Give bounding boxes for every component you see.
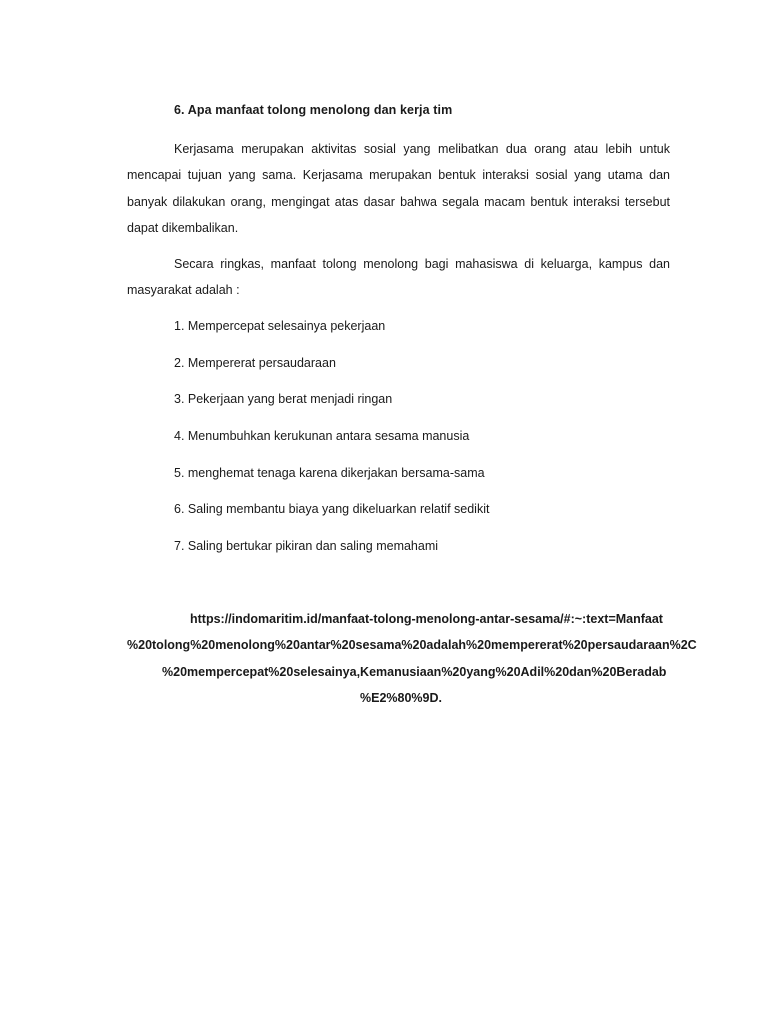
question-heading: [174, 103, 452, 117]
reference-line: %20mempercepat%20selesainya,Kemanusiaan%20yang%20Adil%20dan%20Beradab: [162, 664, 667, 679]
list-item: 7. Saling bertukar pikiran dan saling memahami: [174, 539, 439, 554]
reference-url[interactable]: [127, 606, 697, 711]
list-item: 6. Saling membantu biaya yang dikeluarkan relatif sedikit: [174, 502, 490, 517]
list-item: 1. Mempercepat selesainya pekerjaan: [174, 319, 386, 333]
question-number: 6.: [174, 103, 185, 117]
paragraph-ringkasan: Secara ringkas, manfaat tolong menolong bagi mahasiswa di keluarga, kampus dan masyarakat adalah :: [127, 257, 670, 298]
list-item: 2. Mempererat persaudaraan: [174, 355, 336, 370]
list-item: 5. menghemat tenaga karena dikerjakan bersama-sama: [174, 465, 485, 480]
question-text: Apa manfaat tolong menolong dan kerja tim: [187, 103, 453, 117]
reference-line: %20tolong%20menolong%20antar%20sesama%20adalah%20mempererat%20persaudaraan%2C: [127, 638, 697, 653]
list-item: 4. Menumbuhkan kerukunan antara sesama manusia: [174, 429, 470, 444]
benefits-list: [174, 316, 489, 573]
list-item: 3. Pekerjaan yang berat menjadi ringan: [174, 392, 393, 407]
paragraph-kerjasama: Kerjasama merupakan aktivitas sosial yang melibatkan dua orang atau lebih untuk mencapai tujuan yang sama. Kerjasama merupakan bentuk interaksi sosial yang utama dan banyak dilakukan orang, mengingat atas dasar bahwa segala macam bentuk interaksi tersebut dapat dikembalikan.: [127, 142, 670, 235]
reference-line: %E2%80%9D.: [360, 690, 442, 705]
reference-line: https://indomaritim.id/manfaat-tolong-menolong-antar-sesama/#:~:text=Manfaat: [190, 612, 663, 626]
